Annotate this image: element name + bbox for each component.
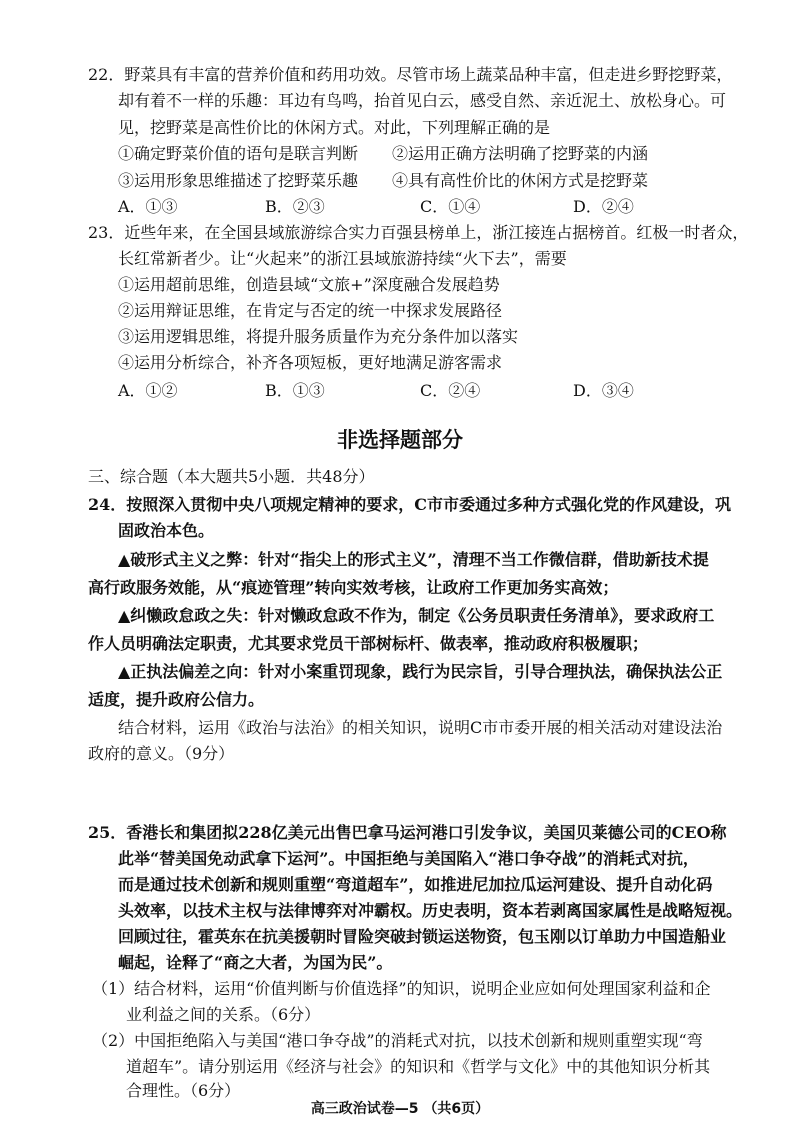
q23-item-4: ④运用分析综合，补齐各项短板，更好地满足游客需求 — [118, 353, 503, 372]
q25-sub2-line-3: 合理性。（6分） — [126, 1081, 241, 1100]
q22-line-2: 却有着不一样的乐趣：耳边有鸟鸣，抬首见白云，感受自然、亲近泥土、放松身心。可 — [118, 91, 727, 110]
page-footer: 高三政治试卷—5 （共6页） — [310, 1101, 490, 1117]
q24-question-line-2: 政府的意义。（9分） — [88, 744, 235, 763]
q24-bullet-3-line-2: 适度，提升政府公信力。 — [88, 690, 265, 709]
q24-bullet-1-line-2: 高行政服务效能，从“痕迹管理”转向实效考核，让政府工作更加务实高效； — [88, 578, 619, 597]
q25-line-5: 回顾过往，霍英东在抗美援朝时冒险突破封锁运送物资，包玉刚以订单助力中国造船业 — [118, 927, 727, 946]
q22-option-b: B．②③ — [265, 197, 325, 216]
q25-line-1: 25．香港长和集团拟228亿美元出售巴拿马运河港口引发争议，美国贝莱德公司的CEO称 — [88, 823, 727, 842]
q25-line-3: 而是通过技术创新和规则重塑“弯道超车”，如推进尼加拉瓜运河建设、提升自动化码 — [118, 875, 713, 894]
q22-item-4: ④具有高性价比的休闲方式是挖野菜 — [392, 171, 649, 190]
q24-bullet-1-line-1: ▲破形式主义之弊：针对“指尖上的形式主义”，清理不当工作微信群，借助新技术提 — [118, 550, 709, 569]
q25-line-4: 头效率，以技术主权与法律博弈对冲霸权。历史表明，资本若剥离国家属性是战略短视。 — [118, 901, 743, 920]
q24-intro-2: 固政治本色。 — [118, 521, 215, 540]
q22-option-d: D．②④ — [573, 197, 634, 216]
q23-item-3: ③运用逻辑思维，将提升服务质量作为充分条件加以落实 — [118, 327, 519, 346]
q24-bullet-3-line-1: ▲正执法偏差之向：针对小案重罚现象，践行为民宗旨，引导合理执法，确保执法公正 — [118, 662, 723, 681]
section-title: 非选择题部分 — [337, 428, 463, 452]
q25-line-2: 此举“替美国免动武拿下运河”。中国拒绝与美国陷入“港口争夺战”的消耗式对抗， — [118, 849, 699, 868]
q24-bullet-2-line-1: ▲纠懒政怠政之失：针对懒政怠政不作为，制定《公务员职责任务清单》，要求政府工 — [118, 606, 715, 625]
q22-option-a: A．①③ — [118, 197, 178, 216]
q23-option-b: B．①③ — [265, 381, 325, 400]
q22-option-c: C．①④ — [420, 197, 481, 216]
q22-line-1: 22．野菜具有丰富的营养价值和药用功效。尽管市场上蔬菜品种丰富，但走进乡野挖野菜， — [88, 65, 733, 84]
q25-sub2-line-2: 道超车”。请分别运用《经济与社会》的知识和《哲学与文化》中的其他知识分析其 — [126, 1057, 711, 1076]
q23-item-2: ②运用辩证思维，在肯定与否定的统一中探求发展路径 — [118, 301, 503, 320]
q24-question-line-1: 结合材料，运用《政治与法治》的相关知识，说明C市市委开展的相关活动对建设法治 — [118, 718, 723, 737]
q25-sub1-line-2: 业利益之间的关系。（6分） — [126, 1005, 321, 1024]
q23-line-1: 23．近些年来，在全国县域旅游综合实力百强县榜单上，浙江接连占据榜首。红极一时者众， — [88, 223, 749, 242]
q24-intro-1: 24．按照深入贯彻中央八项规定精神的要求，C市市委通过多种方式强化党的作风建设，巩 — [88, 495, 732, 514]
q24-bullet-2-line-2: 作人员明确法定职责，尤其要求党员干部树标杆、做表率，推动政府积极履职； — [88, 634, 649, 653]
q22-line-3: 见，挖野菜是高性价比的休闲方式。对此，下列理解正确的是 — [118, 118, 551, 137]
q23-option-d: D．③④ — [573, 381, 634, 400]
section-heading: 三、综合题（本大题共5小题．共48分） — [88, 467, 375, 486]
q23-item-1: ①运用超前思维，创造县域“文旅+”深度融合发展趋势 — [118, 275, 500, 294]
q23-option-c: C．②④ — [420, 381, 481, 400]
q22-item-1: ①确定野菜价值的语句是联言判断 — [118, 144, 359, 163]
q25-line-6: 崛起，诠释了“商之大者，为国为民”。 — [118, 953, 393, 972]
q23-option-a: A．①② — [118, 381, 178, 400]
q23-line-2: 长红常新者少。让“火起来”的浙江县域旅游持续“火下去”，需要 — [118, 249, 567, 268]
q25-sub1-line-1: （1）结合材料，运用“价值判断与价值选择”的知识，说明企业应如何处理国家利益和企 — [92, 979, 711, 998]
q25-sub2-line-1: （2）中国拒绝陷入与美国“港口争夺战”的消耗式对抗，以技术创新和规则重塑实现“弯 — [92, 1031, 703, 1050]
q22-item-2: ②运用正确方法明确了挖野菜的内涵 — [392, 144, 649, 163]
q22-item-3: ③运用形象思维描述了挖野菜乐趣 — [118, 171, 359, 190]
